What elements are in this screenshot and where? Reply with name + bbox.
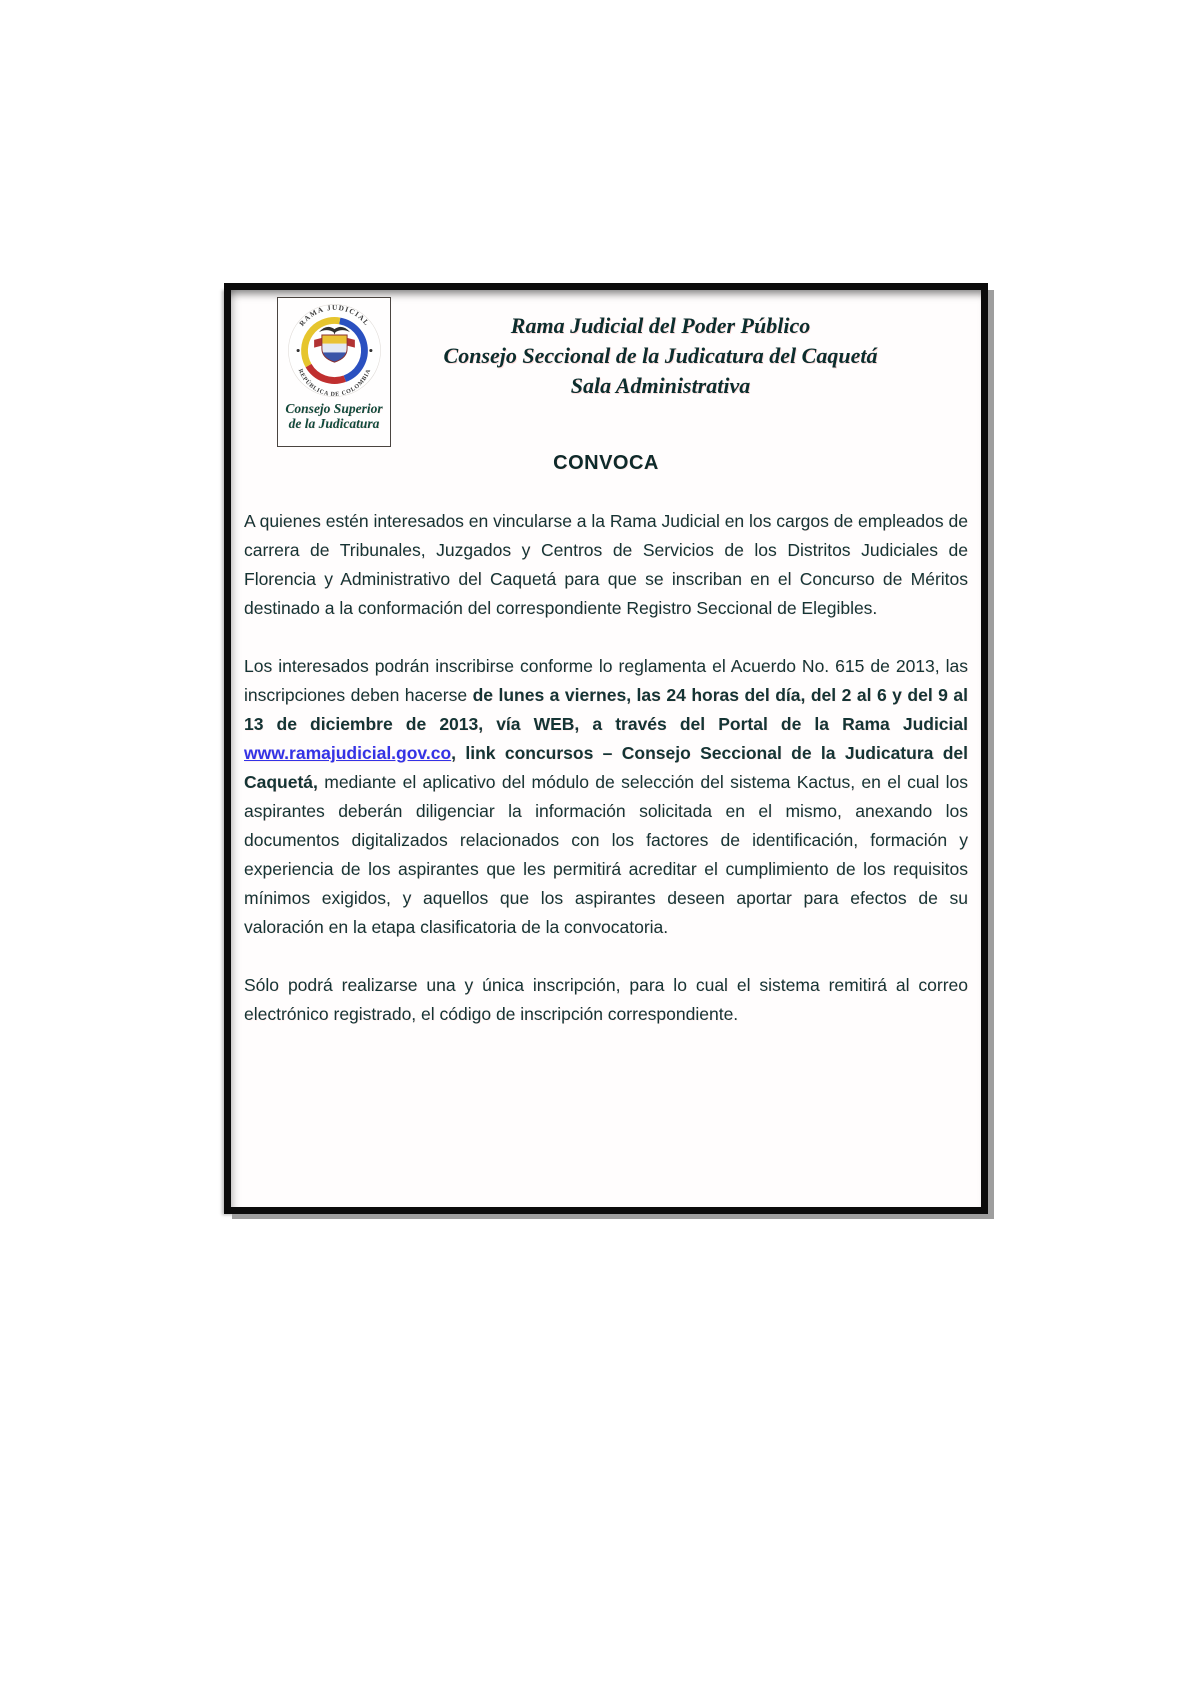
paragraph-3: Sólo podrá realizarse una y única inscripción, para lo cual el sistema remitirá al correo electrónico registrado, el código de inscripción correspondiente. xyxy=(244,975,968,1024)
header-title-line2: Consejo Seccional de la Judicatura del Caquetá xyxy=(443,343,878,368)
document-frame xyxy=(224,283,988,1214)
paragraph-2-bold-concursos: , link concursos – Consejo Seccional de la Judicatura del Caquetá, xyxy=(244,743,968,792)
paragraph-2-normal-start: Los interesados podrán inscribirse conforme lo reglamenta el Acuerdo No. 615 de 2013, las inscripciones deben hacerse xyxy=(244,656,968,705)
logo-box xyxy=(277,297,391,447)
paragraph-2-normal-end: mediante el aplicativo del módulo de selección del sistema Kactus, en el cual los aspirantes deberán diligenciar la información solicitada en el mismo, anexando los documentos digitalizados relacionados con los factores de identificación, formación y experiencia de los aspirantes que les permitirá acreditar el cumplimiento de los requisitos mínimos exigidos, y aquellos que los aspirantes deseen aportar para efectos de su valoración en la etapa clasificatoria de la convocatoria. xyxy=(244,772,968,937)
paragraph-2 xyxy=(244,652,968,942)
document-text xyxy=(244,507,968,1029)
seal-bottom-text: REPÚBLICA DE COLOMBIA xyxy=(296,368,372,398)
document-header xyxy=(244,297,968,449)
document-body xyxy=(231,297,981,1214)
header-title-line3: Sala Administrativa xyxy=(570,373,751,398)
judicial-seal-icon xyxy=(286,302,383,399)
seal-top-text: RAMA JUDICIAL xyxy=(297,303,371,328)
logo-caption-line2: de la Judicatura xyxy=(288,416,380,431)
seal-left-dot xyxy=(296,349,299,352)
logo-caption-line1: Consejo Superior xyxy=(285,401,383,416)
seal-right-dot xyxy=(369,349,372,352)
header-title-line1: Rama Judicial del Poder Público xyxy=(510,313,811,338)
convoca-heading: CONVOCA xyxy=(553,452,659,474)
logo-caption xyxy=(285,401,382,431)
header-titles xyxy=(391,311,968,449)
paragraph-1: A quienes estén interesados en vincularse a la Rama Judicial en los cargos de empleados de carrera de Tribunales, Juzgados y Centros de Servicios de los Distritos Judiciales de Florencia y Administrativo del Caquetá para que se inscriban en el Concurso de Méritos destinado a la conformación del correspondiente Registro Seccional de Elegibles. xyxy=(244,511,968,618)
paragraph-2-bold-dates: de lunes a viernes, las 24 horas del día, del 2 al 6 y del 9 al 13 de diciembre de 2013, vía WEB, a través del Portal de la Rama Judicial xyxy=(244,685,968,734)
ramajudicial-link[interactable]: www.ramajudicial.gov.co xyxy=(244,743,452,763)
